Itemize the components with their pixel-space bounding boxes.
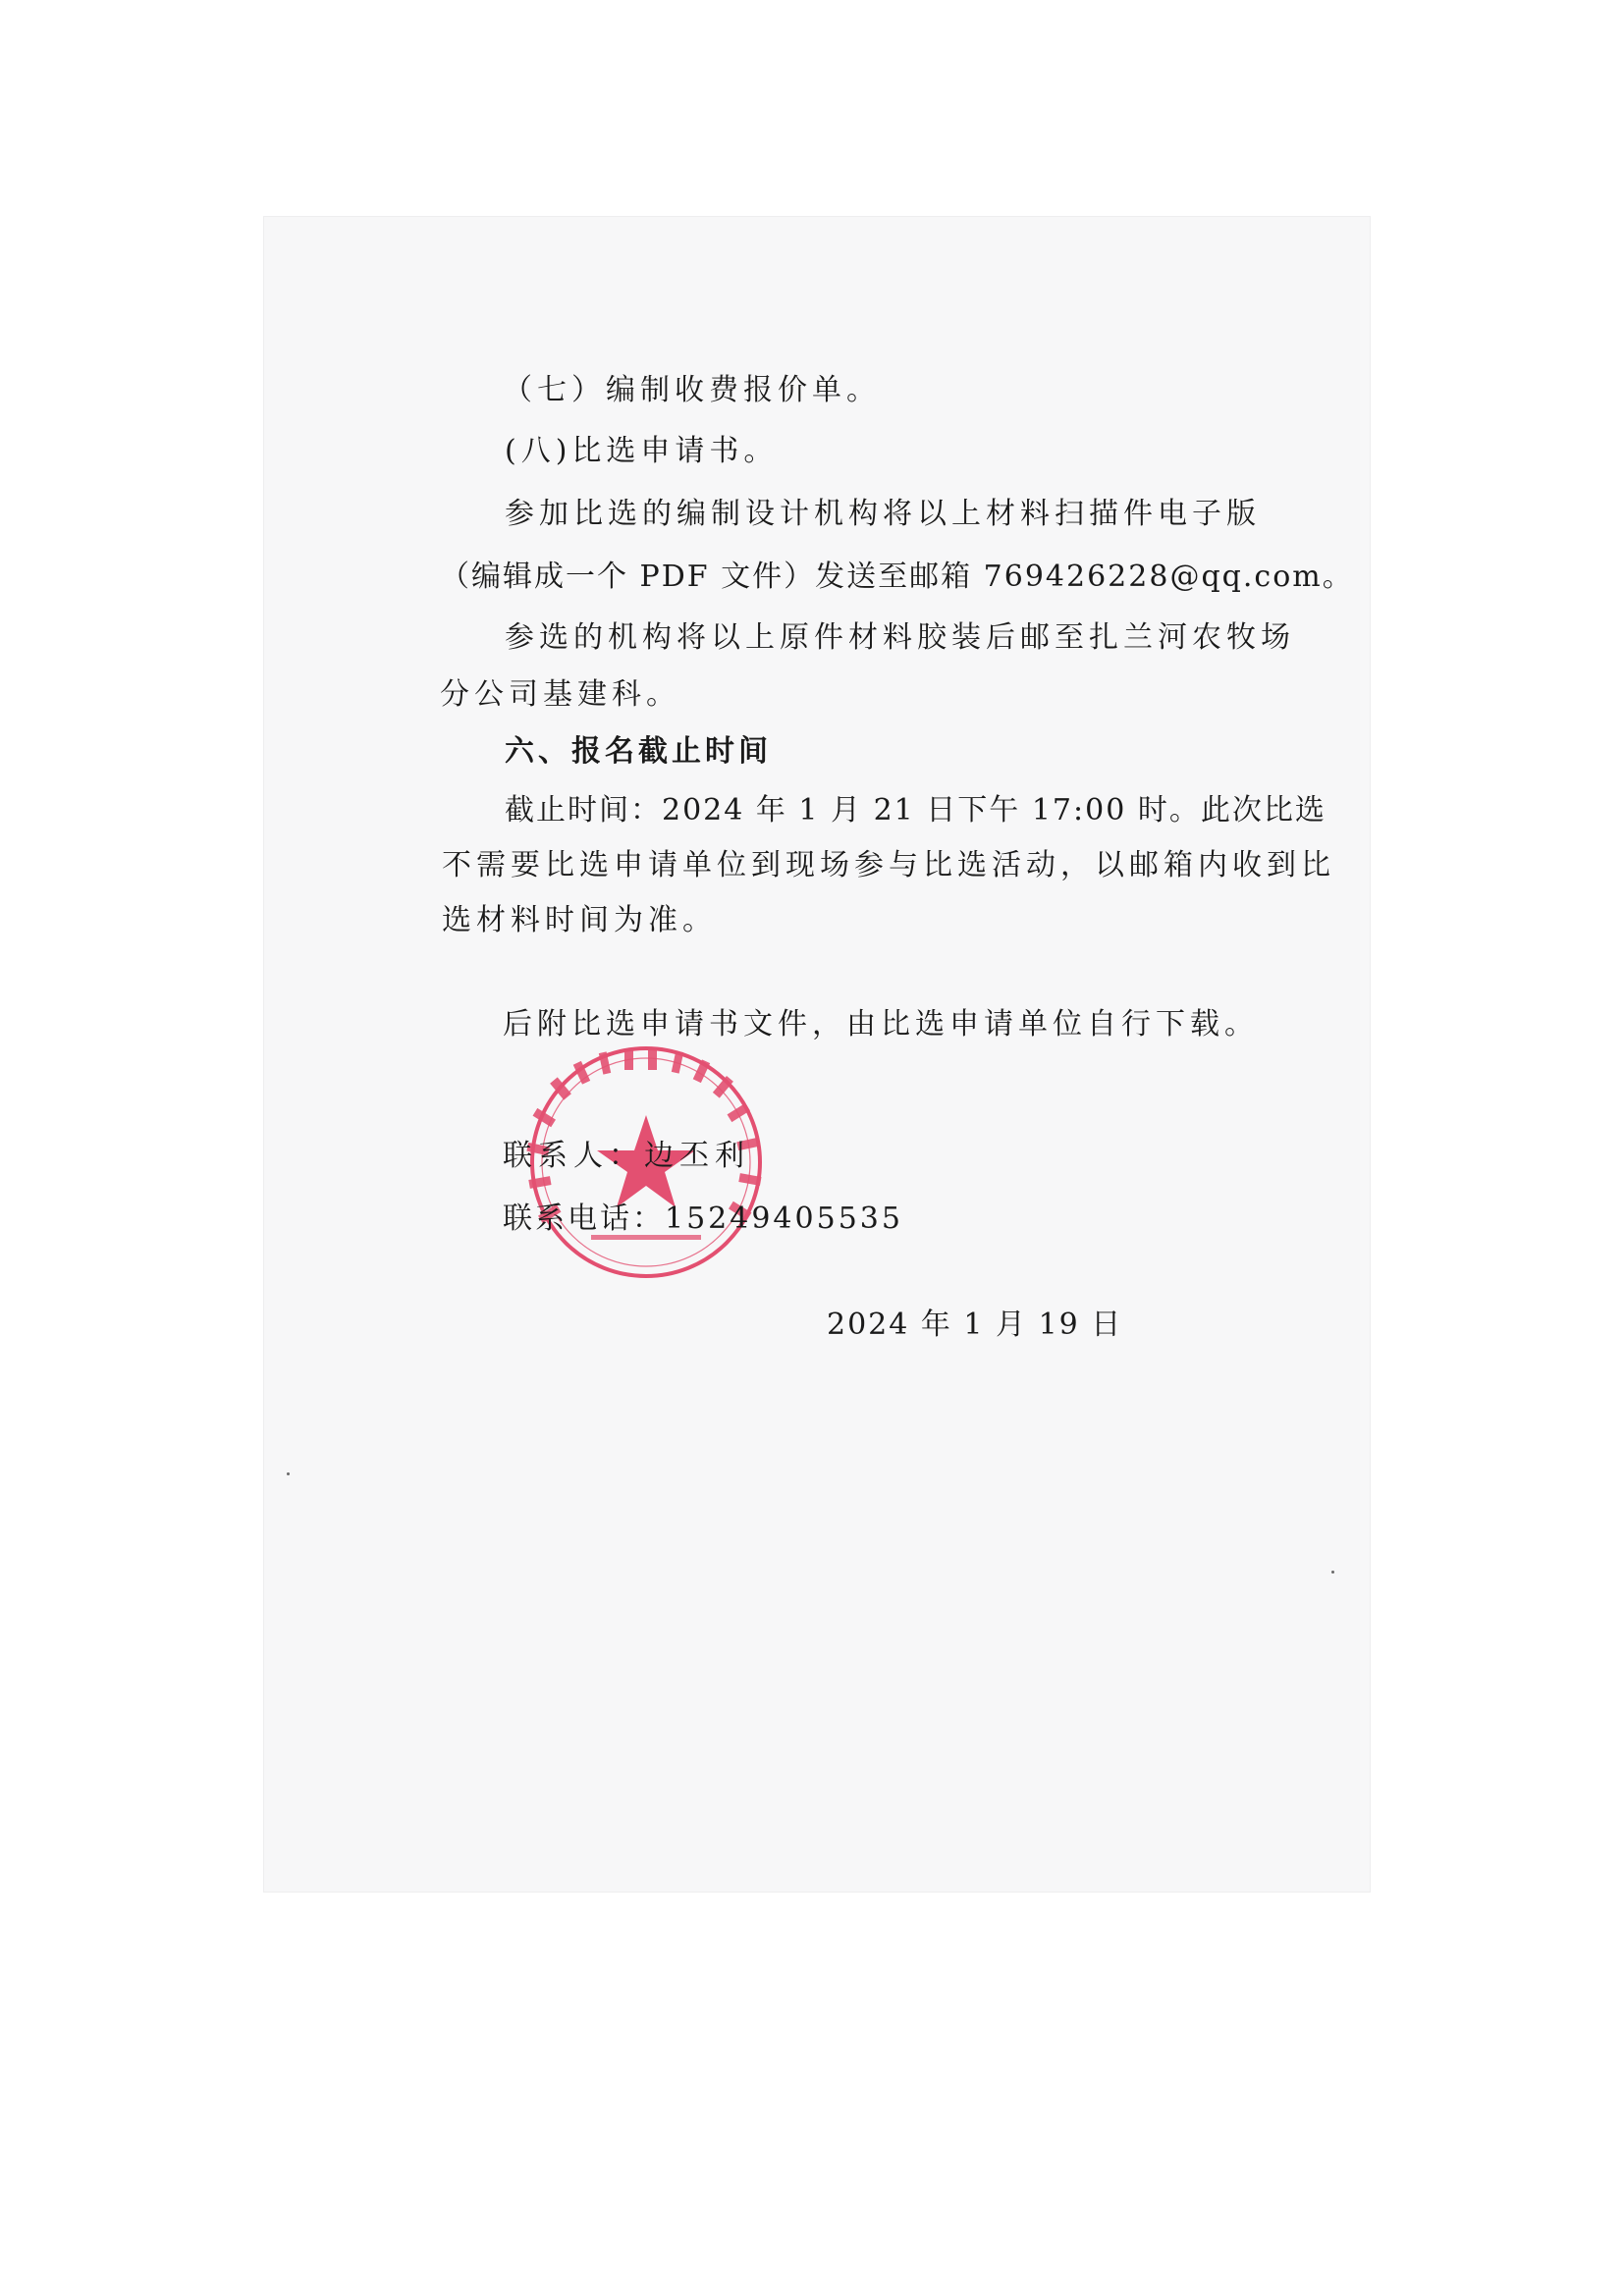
submission-paragraph-line-2: （编辑成一个 PDF 文件）发送至邮箱 769426228@qq.com。	[440, 560, 1354, 594]
item-8-application-form: (八)比选申请书。	[505, 434, 779, 468]
contact-person: 联系人：边丕利	[503, 1139, 750, 1173]
contact-phone: 联系电话：15249405535	[503, 1201, 903, 1236]
mailing-paragraph-line-2: 分公司基建科。	[440, 677, 680, 712]
scan-speck	[1331, 1571, 1334, 1574]
submission-paragraph-line-1: 参加比选的编制设计机构将以上材料扫描件电子版	[505, 497, 1261, 531]
deadline-line-2: 不需要比选申请单位到现场参与比选活动，以邮箱内收到比	[442, 848, 1335, 882]
scanned-page	[263, 216, 1371, 1893]
mailing-paragraph-line-1: 参选的机构将以上原件材料胶装后邮至扎兰河农牧场	[505, 620, 1295, 655]
scan-speck	[287, 1472, 290, 1475]
document-date: 2024 年 1 月 19 日	[827, 1308, 1123, 1342]
deadline-line-1: 截止时间：2024 年 1 月 21 日下午 17:00 时。此次比选	[505, 793, 1326, 828]
deadline-line-3: 选材料时间为准。	[442, 903, 717, 937]
attachment-note: 后附比选申请书文件，由比选申请单位自行下载。	[503, 1007, 1259, 1041]
section-6-heading: 六、报名截止时间	[505, 734, 772, 769]
item-7-compile-fee-quote: （七）编制收费报价单。	[503, 373, 881, 407]
